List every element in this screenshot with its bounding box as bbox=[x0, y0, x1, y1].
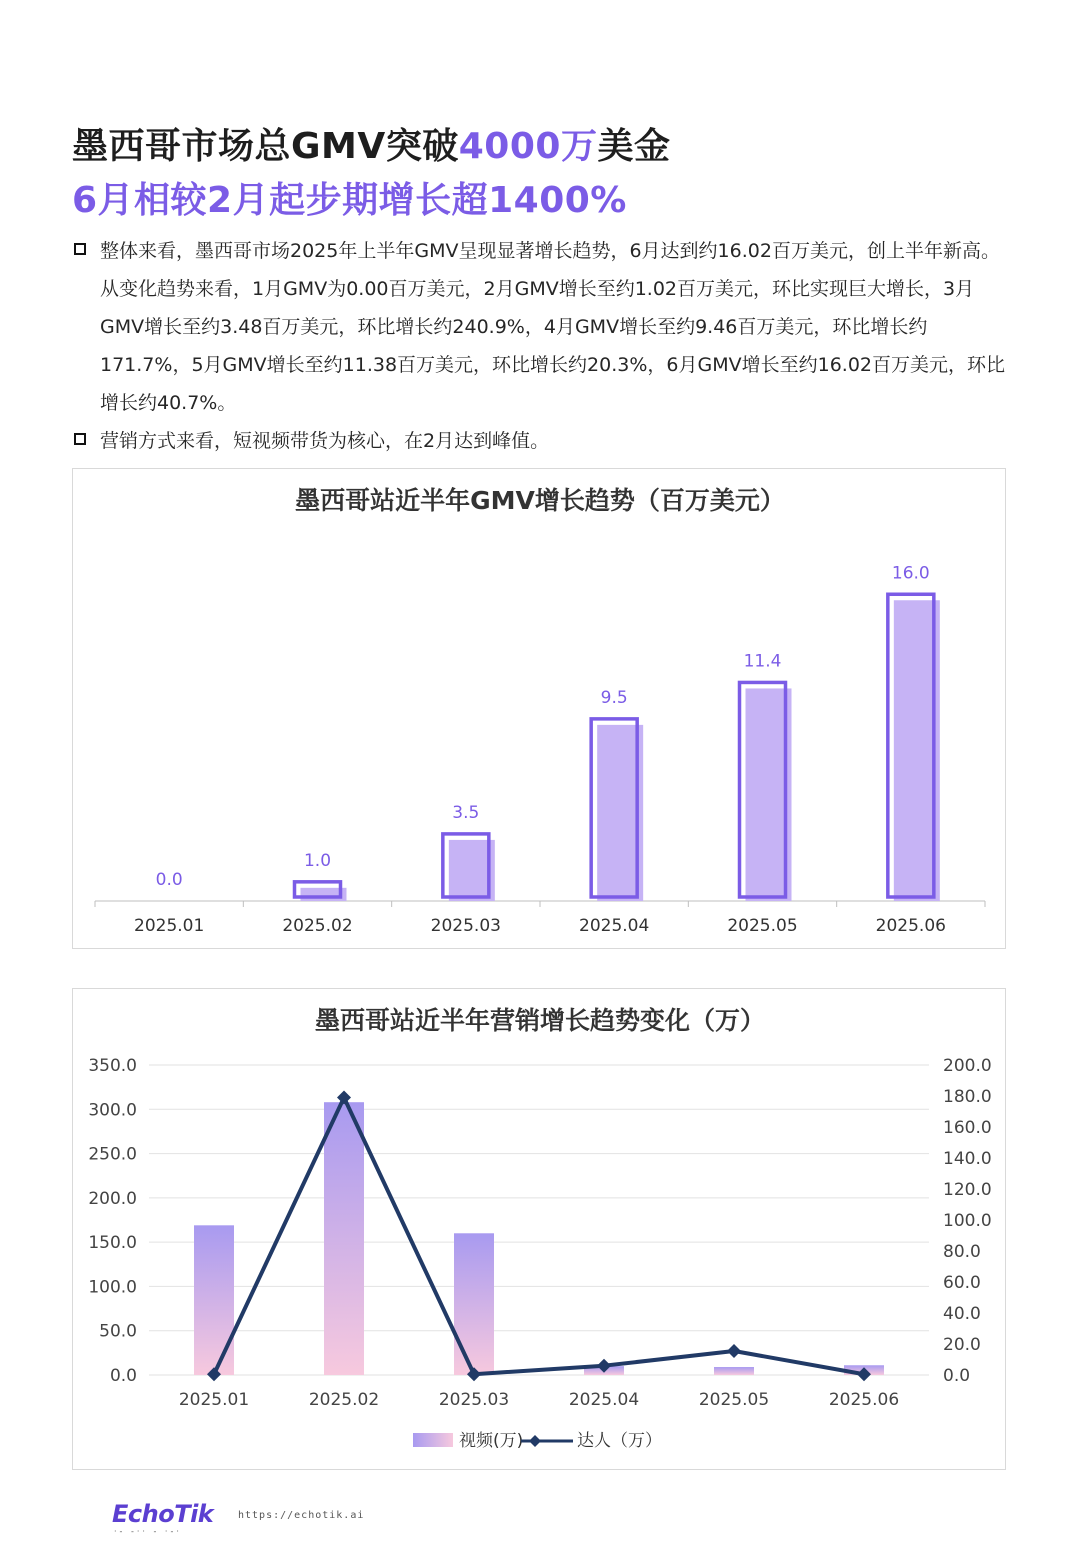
bullet-item-1 bbox=[72, 232, 1012, 422]
chart2-right-tick-label: 140.0 bbox=[943, 1149, 992, 1169]
chart2-left-tick-label: 0.0 bbox=[109, 1366, 137, 1386]
chart2-left-tick-label: 100.0 bbox=[88, 1277, 137, 1298]
title1-part-a: 墨西哥市场总GMV突破 bbox=[72, 126, 459, 167]
bullet-text-1: 整体来看，墨西哥市场2025年上半年GMV呈现显著增长趋势，6月达到约16.02百万美元，创上半年新高。从变化趋势来看，1月GMV为0.00百万美元，2月GMV增长至约1.02百万美元，环比实现巨大增长，3月GMV增长至约3.48百万美元，环比增长约240.9%，4月GMV增长至约9.46百万美元，环比增长约171.7%，5月GMV增长至约11.38百万美元，环比增长约20.3%，6月GMV增长至约16.02百万美元，环比增长约40.7%。 bbox=[100, 240, 1005, 414]
legend-video-label: 视频(万) bbox=[459, 1431, 524, 1451]
video-bar-2025.02 bbox=[324, 1102, 364, 1375]
marketing-chart-card bbox=[72, 988, 1006, 1470]
legend-video-swatch bbox=[413, 1433, 453, 1447]
chart2-x-tick-label: 2025.06 bbox=[828, 1390, 900, 1410]
legend-line-label: 达人（万） bbox=[577, 1431, 662, 1451]
chart1-x-tick-label: 2025.02 bbox=[282, 916, 353, 936]
footer-url[interactable]: https://echotik.ai bbox=[238, 1510, 365, 1521]
logo-subtitle: ·- -·· - ·-· bbox=[114, 1527, 182, 1536]
gmv-data-label: 9.5 bbox=[600, 687, 628, 708]
chart1-x-tick-label: 2025.05 bbox=[727, 916, 798, 936]
chart2-right-tick-label: 0.0 bbox=[943, 1366, 971, 1386]
chart2-right-tick-label: 80.0 bbox=[943, 1242, 981, 1262]
chart2-right-tick-label: 60.0 bbox=[943, 1273, 981, 1293]
chart2-right-tick-label: 40.0 bbox=[943, 1304, 981, 1324]
title1-part-c: 美金 bbox=[597, 126, 671, 167]
chart1-x-tick-label: 2025.06 bbox=[875, 916, 946, 936]
chart2-title: 墨西哥站近半年营销增长趋势变化（万） bbox=[314, 1006, 766, 1035]
video-bar-2025.01 bbox=[194, 1225, 234, 1375]
gmv-data-label: 0.0 bbox=[155, 870, 183, 890]
influencer-line bbox=[214, 1098, 864, 1375]
chart2-x-tick-label: 2025.01 bbox=[178, 1390, 250, 1410]
chart2-left-tick-label: 150.0 bbox=[88, 1233, 137, 1254]
chart2-x-tick-label: 2025.05 bbox=[698, 1390, 770, 1410]
chart2-left-tick-label: 300.0 bbox=[88, 1100, 137, 1121]
chart2-left-tick-label: 200.0 bbox=[88, 1188, 137, 1209]
title1-highlight: 4000万 bbox=[458, 126, 598, 167]
video-bar-2025.05 bbox=[714, 1367, 754, 1375]
chart2-right-tick-label: 20.0 bbox=[943, 1335, 981, 1355]
bullet-item-2 bbox=[72, 422, 1012, 460]
summary-bullets bbox=[72, 232, 1012, 460]
chart2-x-tick-label: 2025.04 bbox=[568, 1390, 640, 1410]
square-bullet-icon bbox=[74, 243, 86, 255]
chart1-x-tick-label: 2025.03 bbox=[430, 916, 501, 936]
influencer-marker-2025.05 bbox=[727, 1344, 741, 1358]
gmv-chart-card bbox=[72, 468, 1006, 949]
page-title-line2: 6月相较2月起步期增长超1400% bbox=[72, 180, 627, 221]
square-bullet-icon bbox=[74, 433, 86, 445]
gmv-data-label: 16.0 bbox=[891, 563, 930, 584]
chart1-x-tick-label: 2025.04 bbox=[579, 916, 650, 936]
chart2-left-tick-label: 250.0 bbox=[88, 1144, 137, 1165]
marketing-combo-chart bbox=[73, 989, 1007, 1471]
gmv-data-label: 1.0 bbox=[303, 850, 332, 871]
chart2-right-tick-label: 120.0 bbox=[943, 1180, 992, 1200]
bullet-text-2: 营销方式来看，短视频带货为核心，在2月达到峰值。 bbox=[100, 430, 550, 452]
chart2-right-tick-label: 160.0 bbox=[943, 1118, 992, 1138]
echotik-logo: EchoTik bbox=[112, 1500, 214, 1528]
legend-line-marker bbox=[529, 1435, 541, 1447]
chart1-title: 墨西哥站近半年GMV增长趋势（百万美元） bbox=[295, 486, 785, 515]
chart2-right-tick-label: 100.0 bbox=[943, 1211, 992, 1231]
chart2-right-tick-label: 200.0 bbox=[943, 1056, 992, 1076]
chart1-x-tick-label: 2025.01 bbox=[134, 916, 205, 936]
gmv-data-label: 3.5 bbox=[452, 802, 480, 823]
video-bar-2025.03 bbox=[454, 1233, 494, 1375]
gmv-bar-chart bbox=[73, 469, 1007, 950]
chart2-right-tick-label: 180.0 bbox=[943, 1087, 992, 1107]
chart2-x-tick-label: 2025.03 bbox=[438, 1390, 510, 1410]
chart2-left-tick-label: 350.0 bbox=[88, 1056, 137, 1076]
chart2-left-tick-label: 50.0 bbox=[99, 1321, 137, 1342]
page-title-line1 bbox=[72, 118, 670, 169]
gmv-data-label: 11.4 bbox=[743, 651, 782, 672]
chart2-x-tick-label: 2025.02 bbox=[308, 1390, 380, 1410]
